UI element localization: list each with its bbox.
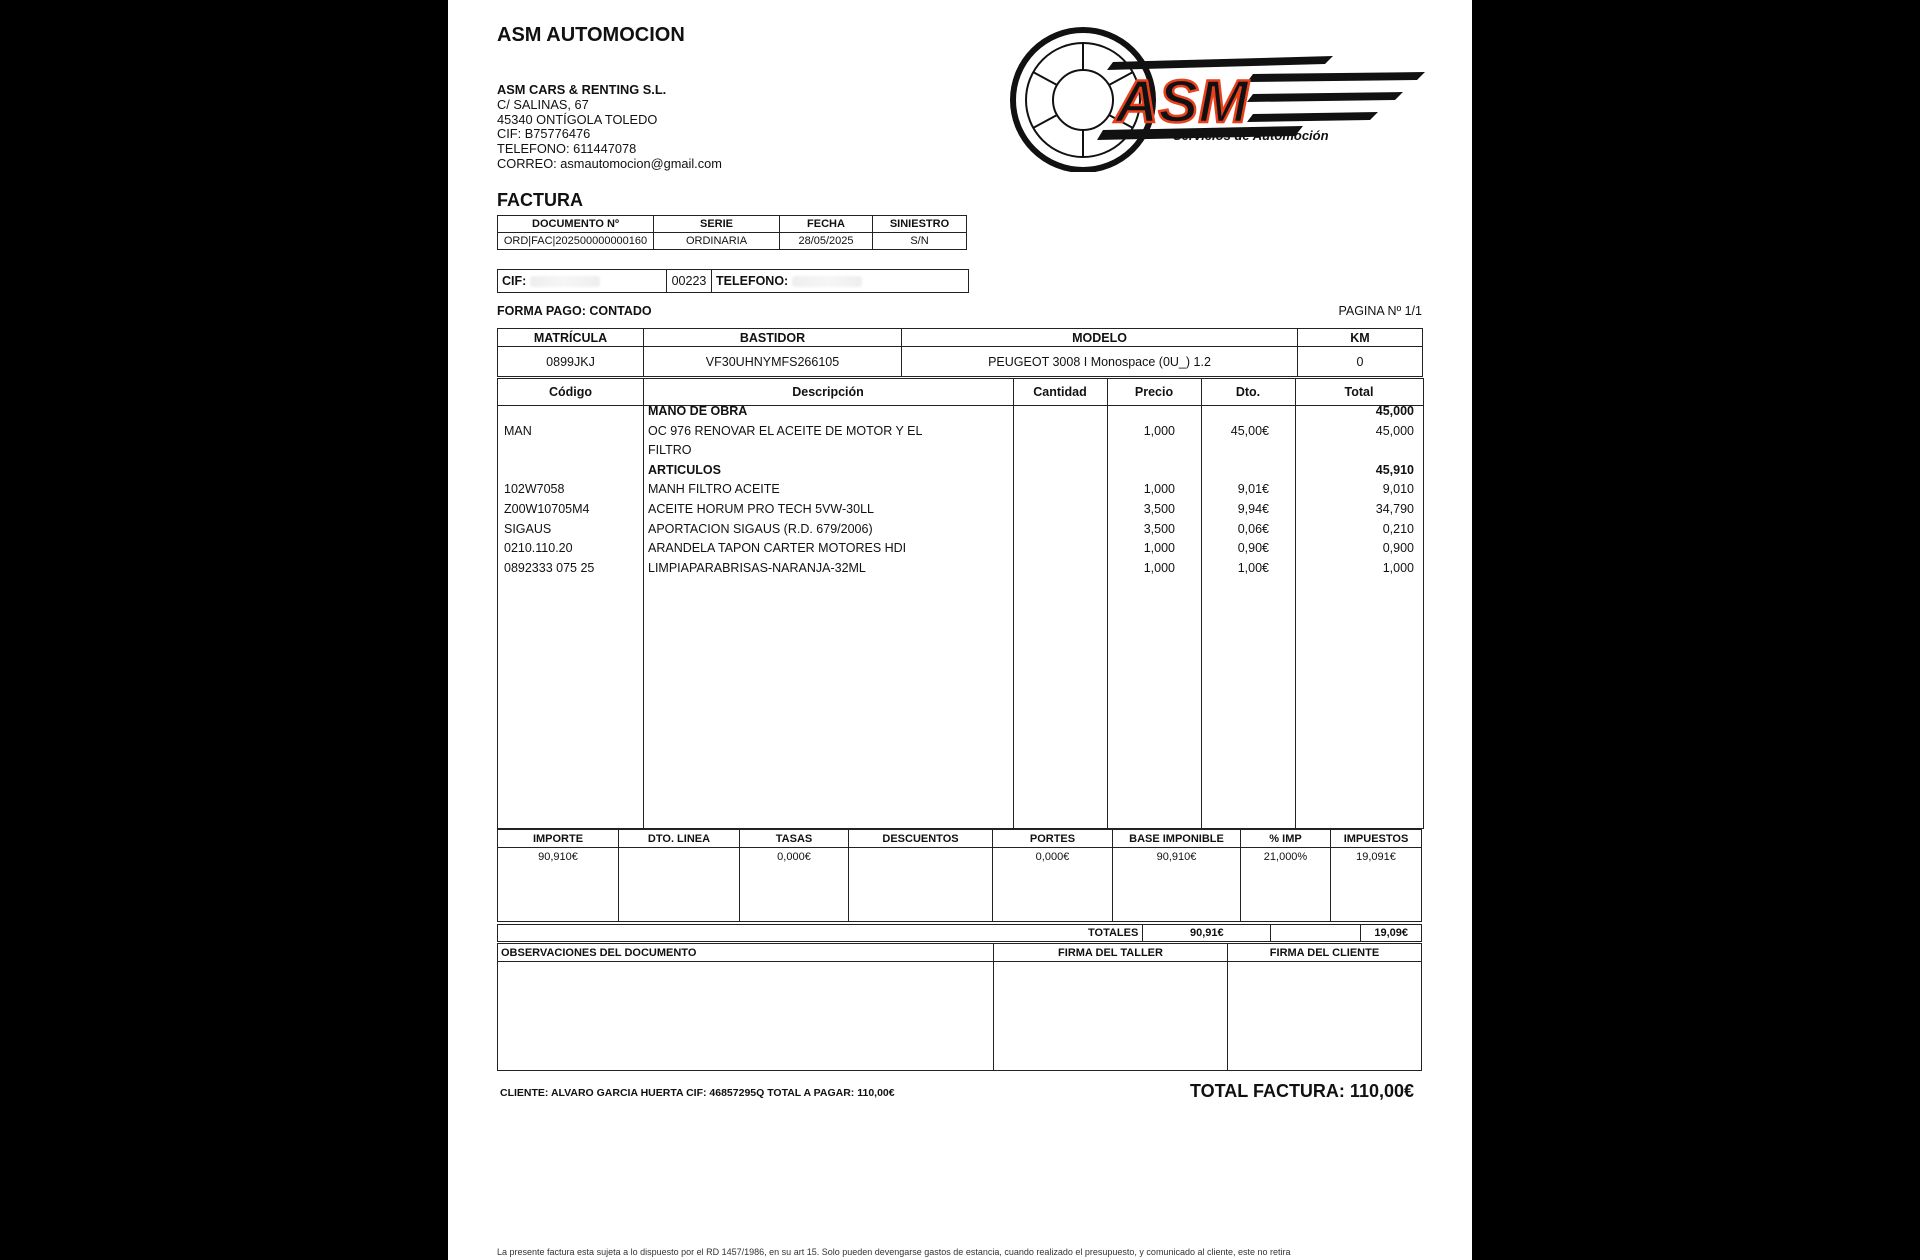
impuestos-header: IMPUESTOS <box>1331 830 1422 848</box>
company-address-block <box>497 83 722 172</box>
line-code: Z00W10705M4 <box>504 502 590 516</box>
firma-taller-label: FIRMA DEL TALLER <box>994 944 1228 962</box>
line-price: 45,00€ <box>1230 423 1269 438</box>
line-item-row <box>498 541 1423 561</box>
firma-cliente-area <box>1228 962 1422 1071</box>
line-price: 9,01€ <box>1237 482 1269 497</box>
line-item-row <box>498 424 1423 444</box>
line-description: LIMPIAPARABRISAS-NARANJA-32ML <box>648 560 866 575</box>
company-cif: CIF: B75776476 <box>497 126 591 142</box>
customer-cif-label: CIF: <box>502 274 527 288</box>
portes-value: 0,000€ <box>993 848 1113 922</box>
dto-linea-header: DTO. LINEA <box>619 830 740 848</box>
line-total: 34,790 <box>1375 502 1414 516</box>
tasas-header: TASAS <box>740 830 849 848</box>
base-imponible-value: 90,910€ <box>1113 848 1241 922</box>
imp-percent-value: 21,000% <box>1241 848 1331 922</box>
observations-area <box>498 962 994 1071</box>
dto-header: Dto. <box>1235 385 1261 399</box>
line-code: 0892333 075 25 <box>504 560 595 575</box>
page-number: PAGINA Nº 1/1 <box>1338 304 1422 318</box>
company-street: C/ SALINAS, 67 <box>497 96 589 112</box>
line-description: FILTRO <box>648 443 692 458</box>
customer-summary-line: CLIENTE: ALVARO GARCIA HUERTA CIF: 46857295Q TOTAL A PAGAR: 110,00€ <box>500 1087 895 1099</box>
matricula-header: MATRÍCULA <box>498 329 644 347</box>
line-description: MANO DE OBRA <box>648 404 748 418</box>
codigo-header: Código <box>548 385 593 399</box>
line-description: OC 976 RENOVAR EL ACEITE DE MOTOR Y EL <box>648 423 923 438</box>
line-quantity: 1,000 <box>1143 423 1175 438</box>
redacted-value <box>792 276 862 287</box>
impuestos-value: 19,091€ <box>1331 848 1422 922</box>
km-value: 0 <box>1298 347 1423 377</box>
tasas-value: 0,000€ <box>740 848 849 922</box>
firma-taller-area <box>994 962 1228 1071</box>
customer-code: 00223 <box>667 270 712 293</box>
line-price: 9,94€ <box>1237 502 1269 516</box>
imp-percent-header: % IMP <box>1241 830 1331 848</box>
precio-header: Precio <box>1134 385 1174 399</box>
fecha-header: FECHA <box>780 216 873 233</box>
descripcion-header: Descripción <box>792 385 864 399</box>
line-quantity: 3,500 <box>1143 502 1175 516</box>
doc-number-header: DOCUMENTO Nº <box>498 216 654 233</box>
company-email: CORREO: asmautomocion@gmail.com <box>497 155 722 171</box>
company-legal-name: ASM CARS & RENTING S.L. <box>497 82 667 97</box>
totales-impuestos: 19,09€ <box>1361 925 1422 942</box>
payment-method: FORMA PAGO: CONTADO <box>497 304 652 318</box>
legal-notice: La presente factura esta sujeta a lo dispuesto por el RD 1457/1986, en su art 15. Solo pueden devengarse gastos de estancia, cuando realizado el presupuesto, y comunicado al cliente, este no retira <box>497 1247 1291 1257</box>
document-info-table <box>497 215 967 250</box>
totales-label: TOTALES <box>1088 925 1143 942</box>
serie-value: ORDINARIA <box>654 233 780 250</box>
line-quantity: 1,000 <box>1143 482 1175 497</box>
redacted-value <box>530 276 600 287</box>
lines-header-row <box>498 379 1423 406</box>
line-total: 9,010 <box>1382 482 1414 497</box>
observations-table <box>497 943 1422 1071</box>
vehicle-table <box>497 328 1423 377</box>
line-total: 0,210 <box>1382 521 1414 536</box>
logo-tagline: Servicios de Automoción <box>1173 128 1329 143</box>
line-code: 102W7058 <box>504 482 565 497</box>
line-description: ARTICULOS <box>648 462 721 477</box>
dto-linea-value <box>619 848 740 922</box>
modelo-header: MODELO <box>902 329 1298 347</box>
line-item-row <box>498 443 1423 463</box>
descuentos-value <box>849 848 993 922</box>
doc-number-value: ORD|FAC|202500000000160 <box>498 233 654 250</box>
line-code: SIGAUS <box>504 521 552 536</box>
line-total: 45,000 <box>1375 423 1414 438</box>
line-item-row <box>498 522 1423 542</box>
descuentos-header: DESCUENTOS <box>849 830 993 848</box>
customer-cif-cell <box>498 270 667 293</box>
base-imponible-header: BASE IMPONIBLE <box>1113 830 1241 848</box>
siniestro-value: S/N <box>873 233 967 250</box>
bastidor-header: BASTIDOR <box>644 329 902 347</box>
line-quantity: 1,000 <box>1143 560 1175 575</box>
modelo-value: PEUGEOT 3008 I Monospace (0U_) 1.2 <box>902 347 1298 377</box>
serie-header: SERIE <box>654 216 780 233</box>
bastidor-value: VF30UHNYMFS266105 <box>644 347 902 377</box>
line-description: ARANDELA TAPON CARTER MOTORES HDI <box>648 541 907 556</box>
matricula-value: 0899JKJ <box>498 347 644 377</box>
line-price: 1,00€ <box>1237 560 1269 575</box>
km-header: KM <box>1298 329 1423 347</box>
line-item-row <box>498 482 1423 502</box>
company-phone: TELEFONO: 611447078 <box>497 141 637 157</box>
line-item-row <box>498 502 1423 522</box>
line-price: 0,06€ <box>1237 521 1269 536</box>
line-description: APORTACION SIGAUS (R.D. 679/2006) <box>648 521 873 536</box>
invoice-total: TOTAL FACTURA: 110,00€ <box>1189 1081 1414 1101</box>
cantidad-header: Cantidad <box>1033 385 1087 399</box>
line-item-row <box>498 561 1423 581</box>
document-title: FACTURA <box>497 190 583 210</box>
line-total: 0,900 <box>1382 541 1414 556</box>
totales-base: 90,91€ <box>1143 925 1271 942</box>
invoice-sheet <box>448 0 1472 1260</box>
line-item-row <box>498 404 1423 424</box>
customer-phone-cell <box>712 270 969 293</box>
line-code: MAN <box>504 423 532 438</box>
portes-header: PORTES <box>993 830 1113 848</box>
line-item-row <box>498 463 1423 483</box>
line-quantity: 3,500 <box>1143 521 1175 536</box>
company-city: 45340 ONTÍGOLA TOLEDO <box>497 111 658 127</box>
customer-phone-label: TELEFONO: <box>716 274 789 288</box>
line-description: MANH FILTRO ACEITE <box>648 482 780 497</box>
line-quantity: 1,000 <box>1143 541 1175 556</box>
importe-header: IMPORTE <box>498 830 619 848</box>
logo-text: ASM <box>1115 68 1249 135</box>
customer-info-table <box>497 269 969 293</box>
total-header: Total <box>1344 385 1374 399</box>
totals-row <box>497 924 1422 942</box>
company-name: ASM AUTOMOCION <box>497 24 685 46</box>
company-logo <box>1003 22 1433 172</box>
line-code: 0210.110.20 <box>504 541 573 556</box>
observations-label: OBSERVACIONES DEL DOCUMENTO <box>498 944 994 962</box>
invoice-lines-table <box>497 378 1424 829</box>
line-total: 45,910 <box>1375 462 1414 477</box>
line-total: 1,000 <box>1382 560 1414 575</box>
line-description: ACEITE HORUM PRO TECH 5VW-30LL <box>648 502 874 516</box>
siniestro-header: SINIESTRO <box>873 216 967 233</box>
firma-cliente-label: FIRMA DEL CLIENTE <box>1228 944 1422 962</box>
importe-value: 90,910€ <box>498 848 619 922</box>
line-price: 0,90€ <box>1237 541 1269 556</box>
line-total: 45,000 <box>1375 404 1414 418</box>
summary-table <box>497 829 1422 922</box>
fecha-value: 28/05/2025 <box>780 233 873 250</box>
